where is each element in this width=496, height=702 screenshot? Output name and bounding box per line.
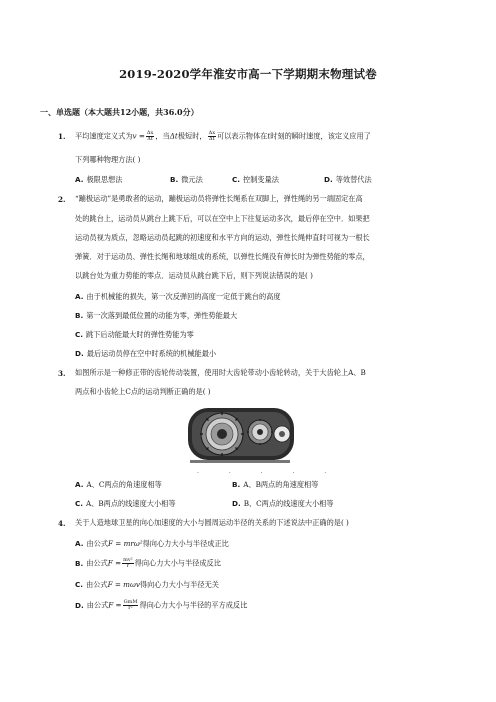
frac-den: r [126, 563, 130, 569]
option-pre: 由公式 [86, 580, 108, 589]
q1-text-b: ，当 [155, 131, 170, 141]
q1-frac2-den: Δt [208, 136, 215, 142]
option-key: C. [75, 330, 84, 339]
option-key: A. [75, 539, 84, 548]
option-formula: F = mωv [107, 580, 140, 589]
option-pre: 由公式 [86, 558, 108, 568]
option-formula: F = mrω² [108, 539, 143, 548]
q2-option-d [75, 349, 216, 359]
question-3-number: 3. [58, 369, 66, 378]
question-4-line-1: 关于人造地球卫星的向心加速度的大小与圆周运动半径的关系的下述说法中正确的是( ) [75, 518, 349, 527]
option-text: 极限思想法 [86, 175, 123, 184]
option-key: B. [232, 480, 241, 489]
question-2-line-4: 弹簧．对于运动员、弹性长绳和地球组成的系统，以弹性长绳没有伸长时为弹性势能的零点， [75, 252, 370, 261]
question-2-line-5: 以跳台处为重力势能的零点．运动员从跳台跳下后，则下列说法错误的是( ) [75, 271, 313, 280]
question-3-line-2: 两点和小齿轮上C点的运动判断正确的是( ) [75, 387, 211, 396]
option-key: D. [75, 600, 84, 610]
option-text: 由于机械能的损失，第一次反弹回的高度一定低于跳台的高度 [86, 292, 281, 301]
question-2-line-2: 处的跳台上，运动员从跳台上跳下后，可以在空中上下往复运动多次，最后停在空中．如果把 [75, 214, 370, 223]
option-formula: F = [108, 600, 122, 610]
option-text: 跳下后动能最大时的弹性势能为零 [86, 330, 194, 339]
q3-option-c [75, 499, 176, 509]
question-1-line-1 [75, 131, 371, 142]
q1-option-d [324, 175, 372, 185]
option-post: 得向心力大小与半径成正比 [142, 539, 229, 548]
q1-text-a: 平均速度定义式为 [75, 131, 133, 141]
q1-text-e: 时刻的瞬时速度，该定义应用了 [270, 131, 371, 141]
q2-option-c [75, 330, 194, 340]
option-text: A、B两点的角速度相等 [243, 480, 319, 489]
option-fraction [123, 600, 139, 611]
question-3-line-1: 如图所示是一种修正带的齿轮传动装置，使用时大齿轮带动小齿轮转动，关于大齿轮上A、B [75, 368, 366, 377]
option-text: 微元法 [181, 175, 203, 184]
q1-dt: Δt [169, 131, 178, 141]
tape-strip [190, 460, 290, 463]
option-key: C. [232, 175, 241, 184]
option-pre: 由公式 [86, 600, 109, 610]
question-1-line-2: 下列哪种物理方法( ) [75, 155, 141, 164]
q1-text-c: 极短时， [177, 131, 207, 141]
option-post: 得向心力大小与半径无关 [139, 580, 219, 589]
page-title: 2019-2020学年淮安市高一下学期期末物理试卷 [119, 67, 377, 81]
q1-option-c [232, 175, 279, 185]
q1-fraction-2 [208, 131, 216, 142]
figure-marks: . . . . . [197, 468, 341, 475]
q4-option-b [75, 558, 221, 569]
option-key: A. [75, 292, 84, 301]
option-post: 得向心力大小与半径成反比 [134, 558, 221, 568]
option-key: D. [75, 349, 84, 358]
q3-option-d [232, 499, 334, 509]
q1-option-b [170, 175, 203, 185]
question-4-number: 4. [58, 519, 66, 528]
q4-option-c [75, 580, 219, 590]
option-key: A. [75, 480, 84, 489]
option-key: D. [232, 499, 241, 508]
question-1-number: 1. [58, 132, 66, 141]
option-formula: F = [107, 558, 122, 568]
option-key: B. [170, 175, 179, 184]
q1-option-a [75, 175, 122, 185]
q2-option-b [75, 311, 237, 321]
option-fraction [122, 558, 134, 569]
tape-roll [274, 426, 290, 442]
option-text: 等效替代法 [335, 175, 372, 184]
option-text: 最后运动员停在空中时系统的机械能最小 [86, 349, 217, 358]
q2-option-a [75, 292, 281, 302]
option-key: A. [75, 175, 84, 184]
q1-frac2-num: Δx [208, 130, 216, 136]
question-2-line-3: 运动员视为质点，忽略运动员起跳的初速度和水平方向的运动，弹性长绳伸直时可视为一根长 [75, 233, 370, 242]
option-pre: 由公式 [86, 539, 109, 548]
option-key: B. [75, 311, 84, 320]
option-text: A、B两点的线速度大小相等 [86, 499, 176, 508]
large-gear [200, 412, 244, 456]
frac-num: GmM [123, 599, 138, 605]
q3-option-a [75, 480, 162, 490]
q1-t: t [267, 131, 271, 141]
option-key: D. [324, 175, 333, 184]
q4-option-d [75, 600, 247, 611]
q1-text-d: 可以表示物体在 [217, 131, 268, 141]
section-heading: 一、单选题（本大题共12小题，共36.0分） [40, 107, 199, 117]
q1-fraction [146, 131, 154, 142]
frac-den: r² [128, 605, 133, 611]
q1-formula-v: v = [132, 131, 145, 141]
option-text: A、C两点的角速度相等 [86, 480, 162, 489]
option-key: C. [75, 580, 84, 589]
q3-option-b [232, 480, 318, 490]
option-text: 控制变量法 [243, 175, 279, 184]
gear-figure [186, 404, 296, 466]
q1-frac-den: Δt [147, 136, 153, 142]
frac-num: mv² [123, 557, 133, 563]
option-text: 第一次落到最低位置的动能为零，弹性势能最大 [86, 311, 238, 320]
q1-frac-num: Δx [146, 130, 154, 136]
option-key: B. [75, 558, 84, 568]
option-key: C. [75, 499, 84, 508]
q4-option-a [75, 539, 229, 549]
option-post: 得向心力大小与半径的平方成反比 [139, 600, 248, 610]
question-2-line-1: “蹦极运动”是勇敢者的运动，蹦极运动员将弹性长绳系在双脚上，弹性绳的另一端固定在高 [75, 194, 363, 203]
option-text: B、C两点的线速度大小相等 [243, 499, 334, 508]
question-2-number: 2. [58, 195, 66, 204]
